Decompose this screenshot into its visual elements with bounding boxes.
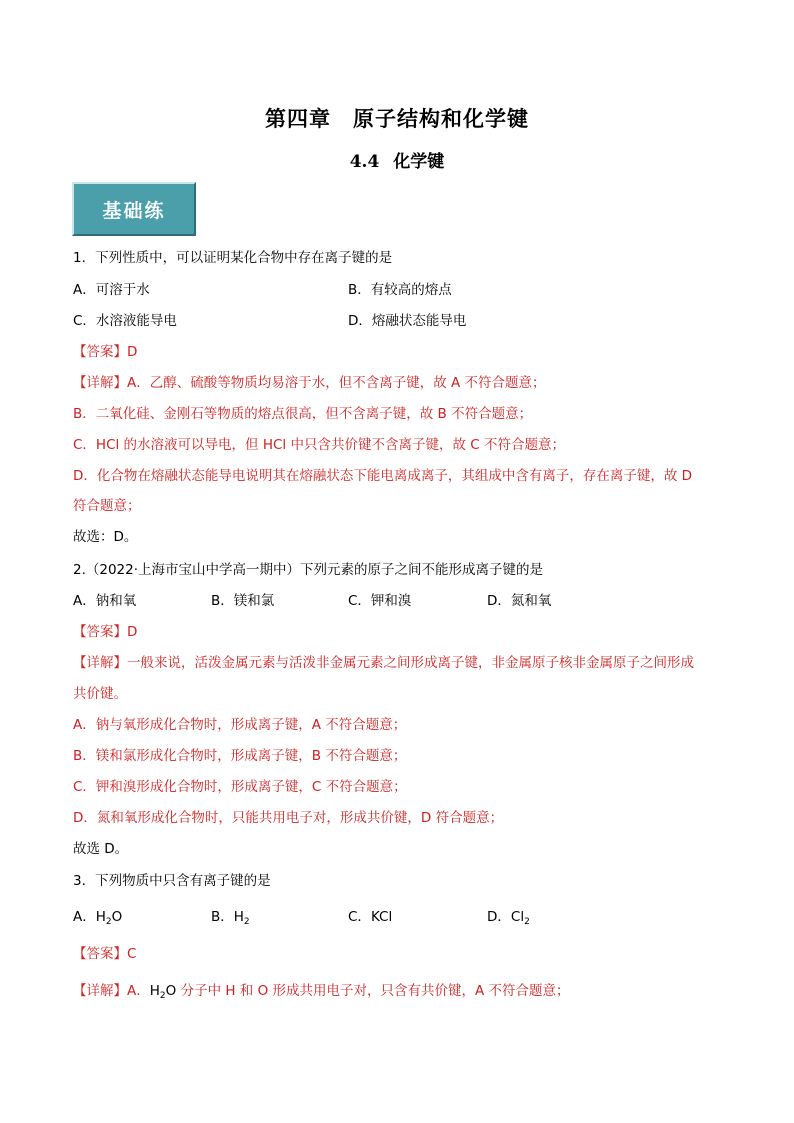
q1-conclusion: 故选：D。 bbox=[73, 529, 138, 545]
q3-answer: 【答案】C bbox=[73, 946, 137, 962]
q2-explain-line: B．镁和氯形成化合物时，形成离子键，B 不符合题意； bbox=[73, 748, 407, 764]
q2-option-d: D．氮和氧 bbox=[487, 593, 552, 609]
q1-explain-line: B．二氧化硅、金刚石等物质的熔点很高，但不含离子键，故 B 不符合题意； bbox=[73, 406, 533, 422]
practice-badge: 基础练 bbox=[72, 182, 196, 236]
q1-option-c: C．水溶液能导电 bbox=[73, 313, 177, 329]
q2-explain-line: D．氮和氧形成化合物时，只能共用电子对，形成共价键，D 符合题意； bbox=[73, 810, 504, 826]
q1-explain-line: 符合题意； bbox=[73, 498, 141, 514]
q3-option-b bbox=[211, 908, 250, 931]
q3-option-d bbox=[487, 908, 530, 931]
formula: Cl bbox=[510, 909, 525, 925]
q3-option-c bbox=[348, 908, 392, 926]
section-title bbox=[0, 147, 794, 172]
q3-explain-line bbox=[73, 982, 570, 1005]
option-label: B． bbox=[211, 909, 234, 925]
q2-option-b: B．镁和氯 bbox=[211, 593, 275, 609]
option-label: D． bbox=[487, 909, 511, 925]
formula-subscript: 2 bbox=[105, 917, 112, 927]
formula-subscript: 2 bbox=[243, 917, 250, 927]
explain-prefix: 【详解】A． bbox=[73, 983, 150, 999]
formula-subscript: 2 bbox=[159, 991, 166, 1001]
q2-explain-line: C．钾和溴形成化合物时，形成离子键，C 不符合题意； bbox=[73, 779, 407, 795]
q1-explain-line: D．化合物在熔融状态能导电说明其在熔融状态下能电离成离子，其组成中含有离子，存在离子键，故 D bbox=[73, 468, 693, 484]
q1-stem: 1．下列性质中，可以证明某化合物中存在离子键的是 bbox=[73, 250, 393, 266]
formula-tail: O bbox=[111, 909, 123, 925]
q2-explain-line: 【详解】一般来说，活泼金属元素与活泼非金属元素之间形成离子键，非金属原子核非金属原子之间形成 bbox=[73, 655, 694, 671]
explain-rest: 分子中 H 和 O 形成共用电子对，只含有共价键，A 不符合题意； bbox=[176, 983, 570, 999]
formula: H bbox=[233, 909, 244, 925]
formula-tail: O bbox=[165, 983, 177, 999]
section-number: 4.4 bbox=[349, 152, 380, 172]
q3-option-a bbox=[73, 908, 122, 931]
q1-answer: 【答案】D bbox=[73, 344, 138, 360]
q1-explain-line: C．HCl 的水溶液可以导电，但 HCl 中只含共价键不含离子键，故 C 不符合题意； bbox=[73, 437, 565, 453]
q2-answer: 【答案】D bbox=[73, 624, 138, 640]
option-label: A． bbox=[73, 909, 96, 925]
formula: KCl bbox=[370, 909, 393, 925]
chapter-title: 第四章 原子结构和化学键 bbox=[265, 106, 529, 131]
formula: H bbox=[149, 983, 160, 999]
q2-conclusion: 故选 D。 bbox=[73, 841, 129, 857]
q2-explain-line: A．钠与氧形成化合物时，形成离子键，A 不符合题意； bbox=[73, 717, 407, 733]
section-name: 化学键 bbox=[393, 152, 445, 172]
q2-explain-line: 共价键。 bbox=[73, 686, 127, 702]
q1-option-b: B．有较高的熔点 bbox=[348, 282, 452, 298]
formula-subscript: 2 bbox=[524, 917, 530, 927]
option-label: C． bbox=[348, 909, 371, 925]
q1-option-a: A．可溶于水 bbox=[73, 282, 150, 298]
q2-stem: 2.（2022·上海市宝山中学高一期中）下列元素的原子之间不能形成离子键的是 bbox=[73, 562, 544, 578]
q3-stem: 3．下列物质中只含有离子键的是 bbox=[73, 873, 271, 889]
q1-option-d: D．熔融状态能导电 bbox=[348, 313, 467, 329]
q2-option-c: C．钾和溴 bbox=[348, 593, 412, 609]
formula: H bbox=[95, 909, 106, 925]
q1-explain-line: 【详解】A．乙醇、硫酸等物质均易溶于水，但不含离子键，故 A 不符合题意； bbox=[73, 375, 546, 391]
q2-option-a: A．钠和氧 bbox=[73, 593, 137, 609]
